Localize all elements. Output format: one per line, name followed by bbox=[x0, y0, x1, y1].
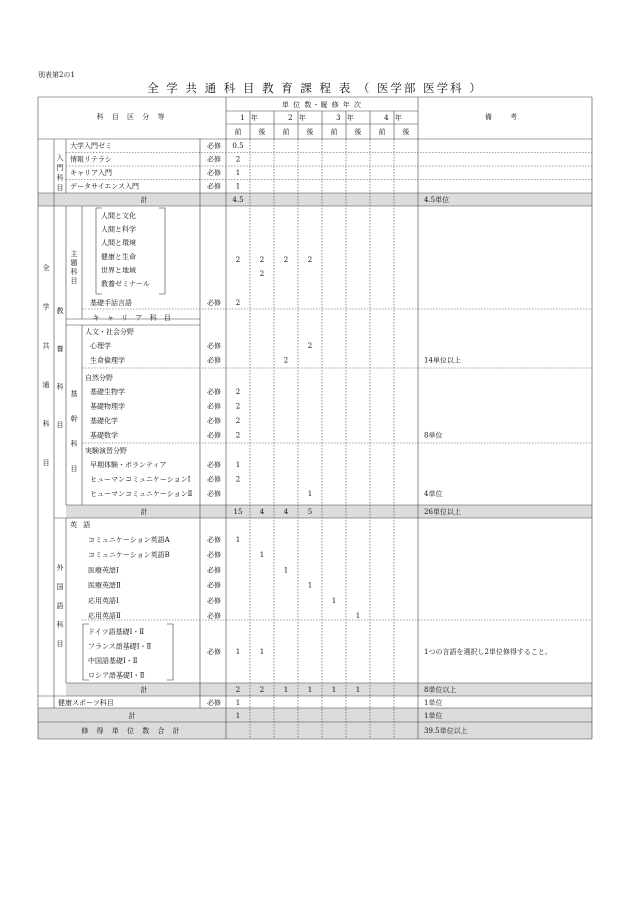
unit-value: 1 bbox=[235, 182, 241, 191]
unit-value: 5 bbox=[307, 508, 313, 516]
subject-name: データサイエンス入門 bbox=[70, 182, 140, 191]
unit-value: 2 bbox=[283, 256, 289, 264]
unit-value: 1 bbox=[331, 596, 337, 605]
unit-value: 0.5 bbox=[232, 142, 244, 150]
subject-name: 健康スポーツ科目 bbox=[58, 699, 114, 707]
unit-value: 4.5 bbox=[232, 196, 244, 204]
unit-value: 1 bbox=[283, 686, 289, 694]
gaikokugo-label: 語 bbox=[56, 602, 64, 610]
grand-total-label: 修 得 単 位 数 合 計 bbox=[81, 727, 183, 735]
required-label: 必修 bbox=[207, 461, 221, 469]
subtotal-row-nyumon bbox=[38, 193, 592, 206]
year-header: 1 年 bbox=[240, 114, 260, 122]
zengaku-label: 全 bbox=[42, 264, 50, 272]
unit-value: 2 bbox=[235, 155, 241, 164]
required-label: 必修 bbox=[207, 431, 221, 440]
required-label: 必修 bbox=[207, 699, 221, 707]
kyoyo-label: 養 bbox=[56, 345, 64, 353]
note-text: 1つの言語を選択し2単位修得すること。 bbox=[424, 648, 552, 656]
kiso-label: 科 bbox=[70, 440, 78, 448]
term-header: 後 bbox=[306, 128, 314, 136]
unit-value: 1 bbox=[235, 536, 241, 544]
required-label: 必修 bbox=[207, 581, 221, 590]
jikken-header: 実験演習分野 bbox=[85, 447, 127, 455]
jinbun-header: 人文・社会分野 bbox=[85, 328, 134, 336]
unit-value: 2 bbox=[235, 402, 241, 411]
unit-value: 1 bbox=[307, 686, 313, 694]
required-label: 必修 bbox=[207, 648, 221, 656]
unit-value: 1 bbox=[307, 490, 313, 498]
shudai-label: 目 bbox=[70, 277, 78, 285]
document-reference: 別表第2の1 bbox=[38, 71, 75, 79]
required-label: 必修 bbox=[207, 388, 221, 396]
term-header: 前 bbox=[234, 128, 242, 136]
nyumon-label: 入 bbox=[56, 154, 64, 162]
unit-value: 1 bbox=[235, 461, 241, 469]
subject-name: 応用英語Ⅰ bbox=[88, 596, 119, 605]
elective-subject: ドイツ語基礎Ⅰ・Ⅱ bbox=[88, 628, 145, 636]
unit-value: 1 bbox=[235, 699, 241, 707]
term-header: 後 bbox=[258, 128, 266, 136]
required-label: 必修 bbox=[207, 142, 221, 150]
required-label: 必修 bbox=[207, 342, 221, 350]
unit-value: 2 bbox=[235, 431, 241, 440]
required-label: 必修 bbox=[207, 356, 221, 365]
unit-value: 1 bbox=[355, 612, 361, 620]
required-label: 必修 bbox=[207, 169, 221, 177]
unit-value: 2 bbox=[235, 686, 241, 694]
gaikokugo-label: 目 bbox=[56, 640, 64, 648]
subject-name: 医療英語Ⅰ bbox=[88, 566, 119, 575]
year-header: 4 年 bbox=[384, 114, 404, 122]
note-text: 8単位以上 bbox=[424, 686, 457, 694]
eigo-label: 英 語 bbox=[70, 521, 93, 529]
kyoyo-label: 科 bbox=[56, 383, 64, 391]
unit-value: 4 bbox=[283, 508, 289, 516]
note-text: 4単位 bbox=[424, 490, 443, 498]
unit-value: 2 bbox=[235, 256, 241, 264]
elective-subject: 中国語基礎Ⅰ・Ⅱ bbox=[88, 657, 138, 665]
subject-name: 応用英語Ⅱ bbox=[88, 612, 121, 620]
zengaku-label: 通 bbox=[42, 381, 50, 389]
gaikokugo-label: 外 bbox=[56, 564, 64, 572]
subject-name: 基礎化学 bbox=[90, 417, 118, 425]
unit-value: 1 bbox=[235, 648, 241, 656]
kiso-label: 基 bbox=[70, 390, 78, 398]
elective-subject: 人間と科学 bbox=[101, 225, 136, 234]
notes-header: 備 考 bbox=[484, 113, 526, 121]
subtotal-label: 計 bbox=[140, 508, 148, 516]
nyumon-label: 目 bbox=[56, 184, 64, 192]
required-label: 必修 bbox=[207, 155, 221, 164]
subject-name: キャリア入門 bbox=[70, 169, 112, 177]
shudai-label: 科 bbox=[70, 268, 78, 276]
note-text: 8単位 bbox=[424, 431, 443, 440]
subtotal-row-sports bbox=[38, 708, 592, 722]
subject-name: 生命倫理学 bbox=[90, 356, 125, 365]
required-label: 必修 bbox=[207, 402, 221, 411]
shudai-label: 題 bbox=[70, 259, 78, 267]
gaikokugo-label: 科 bbox=[56, 621, 64, 629]
elective-subject: フランス語基礎Ⅰ・Ⅱ bbox=[88, 642, 152, 651]
subject-name: 大学入門ゼミ bbox=[70, 142, 112, 150]
zengaku-label: 共 bbox=[42, 342, 50, 350]
required-label: 必修 bbox=[207, 490, 221, 498]
unit-value: 4 bbox=[259, 508, 265, 516]
subject-name: ヒューマンコミュニケーションⅡ bbox=[90, 490, 193, 498]
required-label: 必修 bbox=[207, 612, 221, 620]
unit-value: 2 bbox=[259, 270, 265, 278]
year-header: 3 年 bbox=[336, 114, 356, 122]
term-header: 前 bbox=[330, 128, 338, 136]
unit-value: 2 bbox=[235, 475, 241, 484]
required-label: 必修 bbox=[207, 551, 221, 560]
subject-name: コミュニケーション英語B bbox=[88, 551, 170, 560]
unit-value: 15 bbox=[233, 508, 243, 516]
unit-value: 2 bbox=[235, 388, 241, 396]
note-text: 1単位 bbox=[424, 712, 443, 720]
unit-value: 2 bbox=[259, 256, 265, 264]
elective-subject: 健康と生命 bbox=[101, 252, 136, 261]
year-header: 2 年 bbox=[288, 114, 308, 122]
subject-name: 基礎数学 bbox=[90, 431, 118, 440]
note-text: 14単位以上 bbox=[424, 356, 461, 365]
career-label: キ ャ リ ア 科 目 bbox=[92, 314, 174, 322]
gaikokugo-label: 国 bbox=[56, 583, 64, 591]
unit-value: 1 bbox=[235, 712, 241, 720]
unit-value: 1 bbox=[307, 581, 313, 590]
required-label: 必修 bbox=[207, 596, 221, 605]
unit-value: 2 bbox=[283, 356, 289, 365]
nyumon-label: 門 bbox=[56, 164, 64, 172]
elective-subject: 人間と環境 bbox=[101, 239, 136, 248]
kiso-label: 目 bbox=[70, 465, 78, 473]
zengaku-label: 目 bbox=[42, 459, 50, 467]
unit-value: 2 bbox=[235, 417, 241, 425]
required-label: 必修 bbox=[207, 182, 221, 191]
unit-value: 1 bbox=[355, 686, 361, 694]
note-text: 1単位 bbox=[424, 699, 443, 707]
unit-value: 1 bbox=[331, 686, 337, 694]
note-text: 39.5単位以上 bbox=[424, 727, 468, 735]
note-text: 26単位以上 bbox=[424, 508, 461, 516]
subject-name: コミュニケーション英語A bbox=[88, 536, 170, 544]
subject-name: ヒューマンコミュニケーションⅠ bbox=[90, 475, 191, 484]
required-label: 必修 bbox=[207, 299, 221, 307]
subtotal-label: 計 bbox=[140, 686, 148, 694]
unit-value: 1 bbox=[283, 566, 289, 575]
subtotal-label: 計 bbox=[140, 196, 148, 204]
subject-name: 情報リテラシ bbox=[70, 155, 112, 164]
required-label: 必修 bbox=[207, 566, 221, 575]
unit-value: 1 bbox=[259, 551, 265, 560]
category-header: 科 目 区 分 等 bbox=[96, 113, 168, 121]
subject-name: 基礎手話言語 bbox=[90, 299, 132, 307]
elective-subject: 教養ゼミナール bbox=[101, 280, 150, 288]
subject-name: 医療英語Ⅱ bbox=[88, 581, 121, 590]
zengaku-label: 学 bbox=[42, 303, 50, 311]
kiso-label: 幹 bbox=[70, 415, 78, 423]
kyoyo-label: 教 bbox=[56, 307, 64, 315]
page-title: 全 学 共 通 科 目 教 育 課 程 表 （ 医学部 医学科 ） bbox=[147, 81, 483, 95]
subject-name: 早期体験・ボランティア bbox=[90, 461, 167, 469]
unit-value: 2 bbox=[307, 256, 313, 264]
required-label: 必修 bbox=[207, 536, 221, 544]
elective-subject: 人間と文化 bbox=[101, 212, 136, 220]
term-header: 前 bbox=[378, 128, 386, 136]
elective-subject: 世界と地域 bbox=[101, 266, 136, 275]
unit-value: 1 bbox=[259, 648, 265, 656]
term-header: 後 bbox=[354, 128, 362, 136]
zengaku-label: 科 bbox=[42, 420, 50, 428]
required-label: 必修 bbox=[207, 475, 221, 484]
term-header: 後 bbox=[402, 128, 410, 136]
nyumon-label: 科 bbox=[56, 174, 64, 182]
unit-value: 1 bbox=[235, 169, 241, 177]
unit-value: 2 bbox=[235, 299, 241, 307]
unit-value: 2 bbox=[259, 686, 265, 694]
shizen-header: 自然分野 bbox=[85, 374, 113, 382]
units-header: 単 位 数・履 修 年 次 bbox=[281, 101, 363, 109]
subject-name: 基礎物理学 bbox=[90, 402, 125, 411]
subject-name: 心理学 bbox=[90, 342, 111, 350]
subject-name: 基礎生物学 bbox=[90, 388, 125, 396]
term-header: 前 bbox=[282, 128, 290, 136]
unit-value: 2 bbox=[307, 342, 313, 350]
required-label: 必修 bbox=[207, 417, 221, 425]
kyoyo-label: 目 bbox=[56, 421, 64, 429]
subtotal-label: 計 bbox=[128, 712, 136, 720]
note-text: 4.5単位 bbox=[424, 196, 450, 204]
elective-subject: ロシア語基礎Ⅰ・Ⅱ bbox=[88, 671, 145, 680]
shudai-label: 主 bbox=[70, 250, 78, 258]
